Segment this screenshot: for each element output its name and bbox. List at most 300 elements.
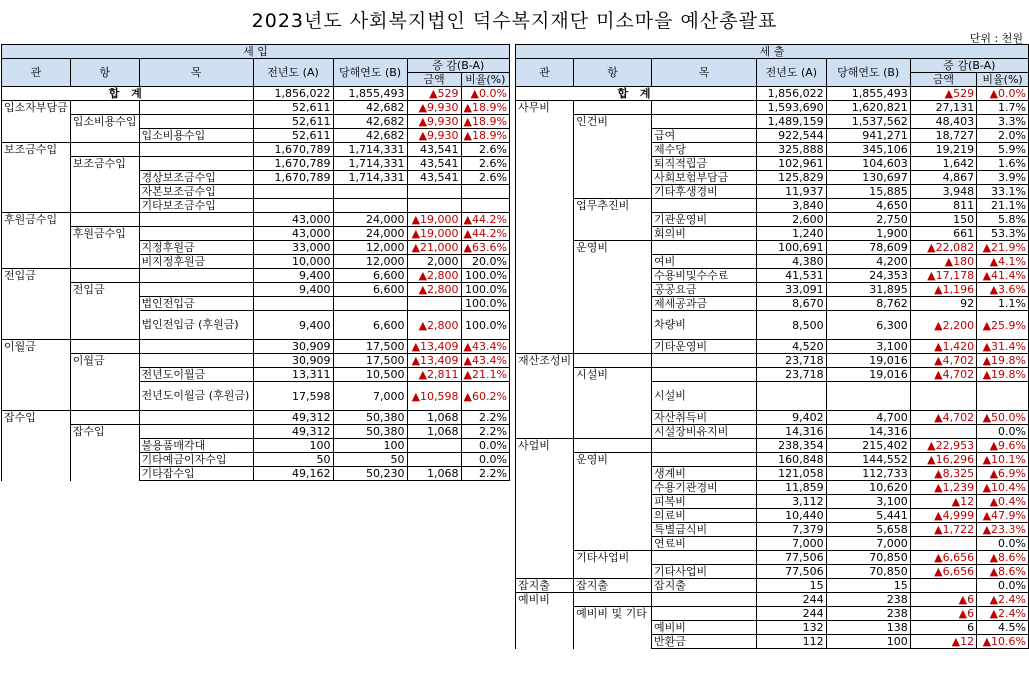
table-row <box>2 354 510 368</box>
hang-cell <box>70 467 139 481</box>
curr-cell: 14,316 <box>826 425 910 439</box>
prev-cell: 132 <box>757 621 827 635</box>
amount-cell: ▲6,656 <box>910 551 976 565</box>
gwan-cell <box>516 621 574 635</box>
table-row <box>516 551 1029 565</box>
gwan-cell <box>2 157 71 171</box>
curr-cell: 24,000 <box>333 213 407 227</box>
amount-cell <box>407 199 461 213</box>
gwan-cell <box>2 115 71 129</box>
amount-cell: ▲2,200 <box>910 311 976 340</box>
prev-cell: 238,354 <box>757 439 827 453</box>
ratio-cell: ▲60.2% <box>461 382 509 411</box>
table-row <box>516 227 1029 241</box>
curr-cell: 1,620,821 <box>826 101 910 115</box>
mok-cell: 법인전입금 <box>139 297 253 311</box>
curr-cell: 24,353 <box>826 269 910 283</box>
total-curr: 1,855,493 <box>333 87 407 101</box>
amount-cell: ▲10,598 <box>407 382 461 411</box>
curr-cell: 19,016 <box>826 354 910 368</box>
total-prev: 1,856,022 <box>757 87 827 101</box>
ratio-cell: 5.9% <box>977 143 1029 157</box>
hang-cell <box>574 311 652 340</box>
mok-cell: 잡지출 <box>652 579 757 593</box>
prev-cell: 7,000 <box>757 537 827 551</box>
curr-cell: 17,500 <box>333 340 407 354</box>
hang-cell <box>70 269 139 283</box>
table-row <box>2 199 510 213</box>
curr-cell: 15,885 <box>826 185 910 199</box>
table-row <box>516 481 1029 495</box>
amount-cell <box>910 425 976 439</box>
curr-cell: 238 <box>826 593 910 607</box>
gwan-cell <box>2 297 71 311</box>
gwan-cell <box>2 199 71 213</box>
mok-cell <box>652 101 757 115</box>
hang-cell <box>574 269 652 283</box>
hang-cell <box>574 354 652 368</box>
amount-cell: 4,867 <box>910 171 976 185</box>
table-row <box>2 368 510 382</box>
curr-cell: 7,000 <box>826 537 910 551</box>
mok-cell: 차량비 <box>652 311 757 340</box>
mok-cell: 급여 <box>652 129 757 143</box>
mok-cell: 경상보조금수입 <box>139 171 253 185</box>
ratio-cell: ▲18.9% <box>461 115 509 129</box>
prev-cell: 1,240 <box>757 227 827 241</box>
curr-cell: 7,000 <box>333 382 407 411</box>
gwan-cell <box>516 382 574 411</box>
amount-cell: ▲6 <box>910 593 976 607</box>
amount-cell: ▲9,930 <box>407 115 461 129</box>
gwan-cell <box>516 241 574 255</box>
ratio-cell: ▲8.6% <box>977 565 1029 579</box>
table-row <box>516 509 1029 523</box>
prev-cell: 1,670,789 <box>253 171 333 185</box>
prev-cell: 244 <box>757 607 827 621</box>
gwan-cell <box>516 537 574 551</box>
mok-cell <box>139 227 253 241</box>
ratio-cell: 100.0% <box>461 311 509 340</box>
prev-cell: 10,440 <box>757 509 827 523</box>
table-row <box>2 453 510 467</box>
amount-cell: ▲21,000 <box>407 241 461 255</box>
table-row <box>2 227 510 241</box>
amount-cell: ▲17,178 <box>910 269 976 283</box>
mok-cell <box>139 354 253 368</box>
income-table <box>1 44 510 481</box>
hang-cell: 운영비 <box>574 453 652 467</box>
hang-cell <box>574 157 652 171</box>
ratio-cell: ▲0.4% <box>977 495 1029 509</box>
ratio-cell: ▲50.0% <box>977 411 1029 425</box>
amount-cell: 1,642 <box>910 157 976 171</box>
mok-cell <box>652 115 757 129</box>
prev-cell <box>757 382 827 411</box>
prev-cell: 9,402 <box>757 411 827 425</box>
curr-cell: 78,609 <box>826 241 910 255</box>
table-row <box>516 565 1029 579</box>
curr-cell: 42,682 <box>333 115 407 129</box>
hang-cell <box>574 565 652 579</box>
gwan-cell: 후원금수입 <box>2 213 71 227</box>
mok-cell <box>139 283 253 297</box>
gwan-cell: 전입금 <box>2 269 71 283</box>
gwan-cell <box>516 368 574 382</box>
col-prev: 전년도 (A) <box>253 59 333 87</box>
prev-cell: 23,718 <box>757 368 827 382</box>
gwan-cell <box>2 227 71 241</box>
mok-cell: 비지정후원금 <box>139 255 253 269</box>
table-row <box>2 311 510 340</box>
curr-cell: 100 <box>826 635 910 649</box>
hang-cell: 이월금 <box>70 354 139 368</box>
prev-cell: 49,312 <box>253 425 333 439</box>
prev-cell: 121,058 <box>757 467 827 481</box>
curr-cell: 5,658 <box>826 523 910 537</box>
gwan-cell <box>516 467 574 481</box>
hang-cell <box>70 340 139 354</box>
col-prev: 전년도 (A) <box>757 59 827 87</box>
table-row <box>516 171 1029 185</box>
col-amount: 금액 <box>910 73 976 87</box>
curr-cell: 104,603 <box>826 157 910 171</box>
col-hang: 항 <box>70 59 139 87</box>
amount-cell: 661 <box>910 227 976 241</box>
gwan-cell <box>2 368 71 382</box>
ratio-cell: 0.0% <box>977 425 1029 439</box>
prev-cell <box>253 297 333 311</box>
hang-cell <box>574 481 652 495</box>
amount-cell: ▲1,420 <box>910 340 976 354</box>
amount-cell: ▲12 <box>910 635 976 649</box>
mok-cell <box>139 213 253 227</box>
table-row <box>516 621 1029 635</box>
amount-cell <box>407 185 461 199</box>
curr-cell <box>826 382 910 411</box>
hang-cell <box>574 297 652 311</box>
unit-label: 단위 : 천원 <box>969 32 1023 45</box>
hang-cell <box>574 593 652 607</box>
amount-cell <box>910 382 976 411</box>
prev-cell: 41,531 <box>757 269 827 283</box>
gwan-cell: 잡수입 <box>2 411 71 425</box>
mok-cell: 여비 <box>652 255 757 269</box>
prev-cell: 160,848 <box>757 453 827 467</box>
curr-cell: 10,620 <box>826 481 910 495</box>
amount-cell: 19,219 <box>910 143 976 157</box>
prev-cell: 33,000 <box>253 241 333 255</box>
hang-cell <box>574 439 652 453</box>
ratio-cell: ▲43.4% <box>461 340 509 354</box>
table-row <box>2 283 510 297</box>
amount-cell: ▲22,953 <box>910 439 976 453</box>
table-row <box>2 425 510 439</box>
hang-cell <box>574 621 652 635</box>
curr-cell: 215,402 <box>826 439 910 453</box>
hang-cell: 보조금수입 <box>70 157 139 171</box>
curr-cell: 1,900 <box>826 227 910 241</box>
mok-cell <box>652 354 757 368</box>
ratio-cell: 2.2% <box>461 467 509 481</box>
ratio-cell: ▲10.1% <box>977 453 1029 467</box>
table-row <box>2 269 510 283</box>
curr-cell: 6,600 <box>333 311 407 340</box>
table-row <box>2 340 510 354</box>
amount-cell: ▲9,930 <box>407 129 461 143</box>
amount-cell: ▲2,811 <box>407 368 461 382</box>
ratio-cell: 1.7% <box>977 101 1029 115</box>
prev-cell: 922,544 <box>757 129 827 143</box>
mok-cell: 기타운영비 <box>652 340 757 354</box>
col-diff: 증 감(B-A) <box>407 59 509 73</box>
curr-cell: 6,300 <box>826 311 910 340</box>
table-row <box>516 523 1029 537</box>
hang-cell: 기타사업비 <box>574 551 652 565</box>
table-row <box>2 185 510 199</box>
amount-cell: ▲1,196 <box>910 283 976 297</box>
mok-cell: 수용비및수수료 <box>652 269 757 283</box>
curr-cell: 2,750 <box>826 213 910 227</box>
curr-cell: 50 <box>333 453 407 467</box>
mok-cell: 기타예금이자수입 <box>139 453 253 467</box>
mok-cell: 시설장비유지비 <box>652 425 757 439</box>
mok-cell: 자산취득비 <box>652 411 757 425</box>
curr-cell: 4,650 <box>826 199 910 213</box>
ratio-cell: 5.8% <box>977 213 1029 227</box>
gwan-cell <box>516 297 574 311</box>
gwan-cell <box>516 425 574 439</box>
hang-cell <box>574 523 652 537</box>
hang-cell <box>574 495 652 509</box>
ratio-cell: ▲23.3% <box>977 523 1029 537</box>
hang-cell <box>574 635 652 649</box>
hang-cell: 인건비 <box>574 115 652 129</box>
gwan-cell: 예비비 <box>516 593 574 607</box>
mok-cell <box>652 368 757 382</box>
curr-cell: 6,600 <box>333 269 407 283</box>
curr-cell: 130,697 <box>826 171 910 185</box>
prev-cell: 8,500 <box>757 311 827 340</box>
table-row <box>516 354 1029 368</box>
table-row <box>2 297 510 311</box>
curr-cell: 24,000 <box>333 227 407 241</box>
gwan-cell: 보조금수입 <box>2 143 71 157</box>
ratio-cell: 100.0% <box>461 297 509 311</box>
ratio-cell: 100.0% <box>461 283 509 297</box>
amount-cell: ▲6 <box>910 607 976 621</box>
gwan-cell: 잡지출 <box>516 579 574 593</box>
col-gwan: 관 <box>516 59 574 87</box>
prev-cell: 4,380 <box>757 255 827 269</box>
ratio-cell: ▲63.6% <box>461 241 509 255</box>
amount-cell: ▲22,082 <box>910 241 976 255</box>
ratio-cell: ▲10.6% <box>977 635 1029 649</box>
prev-cell: 3,112 <box>757 495 827 509</box>
table-row <box>516 411 1029 425</box>
col-curr: 당해연도 (B) <box>333 59 407 87</box>
ratio-cell: 0.0% <box>977 579 1029 593</box>
prev-cell: 4,520 <box>757 340 827 354</box>
curr-cell: 42,682 <box>333 129 407 143</box>
mok-cell: 사회보험부담금 <box>652 171 757 185</box>
prev-cell: 9,400 <box>253 283 333 297</box>
ratio-cell: ▲18.9% <box>461 101 509 115</box>
curr-cell: 10,500 <box>333 368 407 382</box>
curr-cell: 1,714,331 <box>333 157 407 171</box>
table-row <box>2 143 510 157</box>
gwan-cell: 재산조성비 <box>516 354 574 368</box>
table-row <box>2 467 510 481</box>
table-row <box>516 382 1029 411</box>
prev-cell: 9,400 <box>253 269 333 283</box>
prev-cell: 13,311 <box>253 368 333 382</box>
table-row <box>2 213 510 227</box>
hang-cell <box>70 241 139 255</box>
mok-cell: 자본보조금수입 <box>139 185 253 199</box>
prev-cell <box>253 199 333 213</box>
table-row <box>516 129 1029 143</box>
hang-cell <box>70 297 139 311</box>
gwan-cell <box>516 143 574 157</box>
prev-cell: 14,316 <box>757 425 827 439</box>
mok-cell: 회의비 <box>652 227 757 241</box>
col-diff: 증 감(B-A) <box>910 59 1028 73</box>
mok-cell: 반환금 <box>652 635 757 649</box>
amount-cell: ▲13,409 <box>407 340 461 354</box>
table-row <box>516 185 1029 199</box>
mok-cell: 기타잡수입 <box>139 467 253 481</box>
mok-cell <box>652 439 757 453</box>
hang-cell: 업무추진비 <box>574 199 652 213</box>
mok-cell: 기타보조금수입 <box>139 199 253 213</box>
table-row <box>516 635 1029 649</box>
table-row <box>516 425 1029 439</box>
table-row <box>516 101 1029 115</box>
ratio-cell: ▲10.4% <box>977 481 1029 495</box>
ratio-cell: 21.1% <box>977 199 1029 213</box>
gwan-cell: 사업비 <box>516 439 574 453</box>
curr-cell: 1,537,562 <box>826 115 910 129</box>
table-row <box>2 255 510 269</box>
table-row <box>516 255 1029 269</box>
curr-cell: 112,733 <box>826 467 910 481</box>
prev-cell: 50 <box>253 453 333 467</box>
total-curr: 1,855,493 <box>826 87 910 101</box>
mok-cell <box>139 340 253 354</box>
ratio-cell: ▲43.4% <box>461 354 509 368</box>
mok-cell: 법인전입금 (후원금) <box>139 311 253 340</box>
col-gwan: 관 <box>2 59 71 87</box>
ratio-cell: ▲2.4% <box>977 593 1029 607</box>
hang-cell <box>574 340 652 354</box>
curr-cell: 238 <box>826 607 910 621</box>
table-row <box>2 241 510 255</box>
ratio-cell: ▲25.9% <box>977 311 1029 340</box>
table-row <box>516 157 1029 171</box>
ratio-cell: 2.2% <box>461 411 509 425</box>
amount-cell: 48,403 <box>910 115 976 129</box>
gwan-cell <box>516 185 574 199</box>
total-prev: 1,856,022 <box>253 87 333 101</box>
amount-cell: ▲12 <box>910 495 976 509</box>
mok-cell <box>139 411 253 425</box>
hang-cell <box>70 101 139 115</box>
gwan-cell: 사무비 <box>516 101 574 115</box>
gwan-cell <box>2 382 71 411</box>
ratio-cell: ▲21.9% <box>977 241 1029 255</box>
prev-cell: 52,611 <box>253 101 333 115</box>
hang-cell <box>70 382 139 411</box>
gwan-cell <box>2 439 71 453</box>
amount-cell: ▲4,702 <box>910 411 976 425</box>
mok-cell <box>139 115 253 129</box>
hang-cell <box>70 255 139 269</box>
mok-cell: 시설비 <box>652 382 757 411</box>
gwan-cell <box>2 255 71 269</box>
hang-cell <box>70 453 139 467</box>
total-label: 합 계 <box>516 87 757 101</box>
ratio-cell <box>461 185 509 199</box>
col-ratio: 비율(%) <box>461 73 509 87</box>
prev-cell: 43,000 <box>253 213 333 227</box>
amount-cell: 18,727 <box>910 129 976 143</box>
ratio-cell: ▲31.4% <box>977 340 1029 354</box>
ratio-cell: 1.1% <box>977 297 1029 311</box>
ratio-cell: ▲8.6% <box>977 551 1029 565</box>
gwan-cell <box>516 340 574 354</box>
ratio-cell: 53.3% <box>977 227 1029 241</box>
expense-section-header: 세 출 <box>516 45 1029 59</box>
mok-cell: 기타후생경비 <box>652 185 757 199</box>
mok-cell <box>652 199 757 213</box>
ratio-cell: ▲47.9% <box>977 509 1029 523</box>
amount-cell: ▲1,722 <box>910 523 976 537</box>
hang-cell <box>574 213 652 227</box>
curr-cell: 100 <box>333 439 407 453</box>
amount-cell: ▲4,702 <box>910 354 976 368</box>
gwan-cell <box>516 129 574 143</box>
table-row <box>516 269 1029 283</box>
mok-cell: 생계비 <box>652 467 757 481</box>
mok-cell: 기타사업비 <box>652 565 757 579</box>
amount-cell: 27,131 <box>910 101 976 115</box>
table-row <box>516 495 1029 509</box>
amount-cell: ▲16,296 <box>910 453 976 467</box>
prev-cell: 102,961 <box>757 157 827 171</box>
hang-cell <box>574 143 652 157</box>
hang-cell <box>70 143 139 157</box>
mok-cell <box>652 241 757 255</box>
gwan-cell <box>516 481 574 495</box>
mok-cell: 퇴직적립금 <box>652 157 757 171</box>
mok-cell: 기관운영비 <box>652 213 757 227</box>
amount-cell: 92 <box>910 297 976 311</box>
gwan-cell <box>516 565 574 579</box>
amount-cell: ▲13,409 <box>407 354 461 368</box>
mok-cell: 제세공과금 <box>652 297 757 311</box>
amount-cell: 1,068 <box>407 425 461 439</box>
gwan-cell <box>516 453 574 467</box>
prev-cell: 125,829 <box>757 171 827 185</box>
col-ratio: 비율(%) <box>977 73 1029 87</box>
gwan-cell <box>2 129 71 143</box>
amount-cell: ▲180 <box>910 255 976 269</box>
mok-cell: 피복비 <box>652 495 757 509</box>
prev-cell: 9,400 <box>253 311 333 340</box>
ratio-cell: 33.1% <box>977 185 1029 199</box>
gwan-cell <box>516 311 574 340</box>
